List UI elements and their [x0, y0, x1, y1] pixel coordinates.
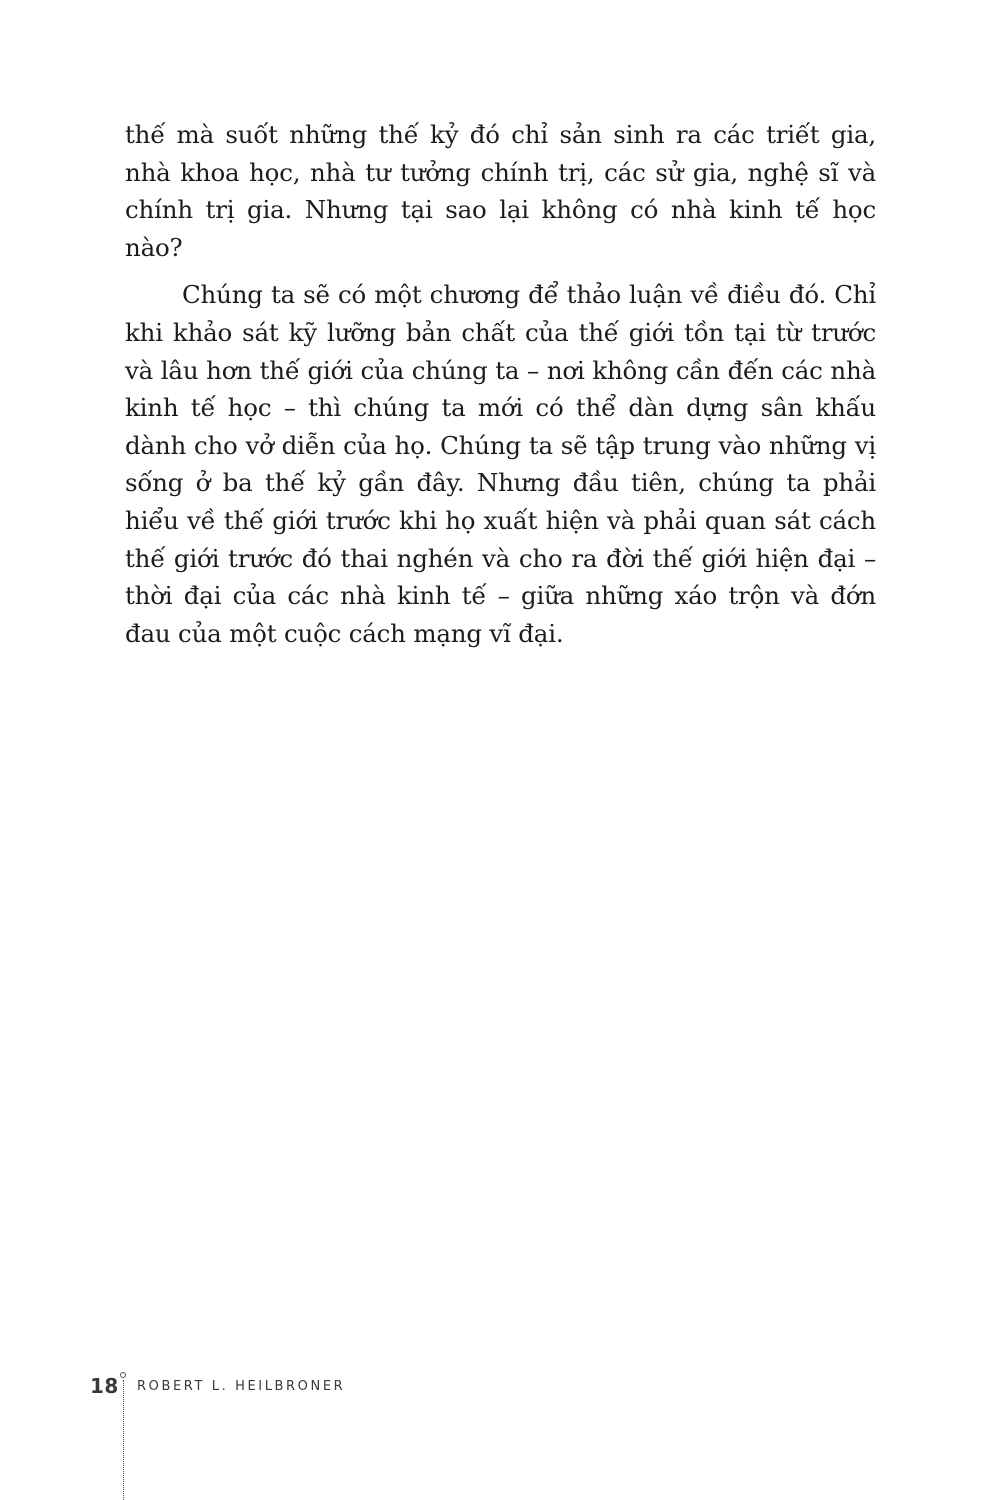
page-footer: [0, 1368, 1000, 1500]
page-number: 18: [90, 1374, 119, 1398]
paragraph: Chúng ta sẽ có một chương để thảo luận về điều đó. Chỉ khi khảo sát kỹ lưỡng bản chất của thế giới tồn tại từ trước và lâu hơn thế giới của chúng ta – nơi không cần đến các nhà kinh tế học – thì chúng ta mới có thể dàn dựng sân khấu dành cho vở diễn của họ. Chúng ta sẽ tập trung vào những vị sống ở ba thế kỷ gần đây. Nhưng đầu tiên, chúng ta phải hiểu về thế giới trước khi họ xuất hiện và phải quan sát cách thế giới trước đó thai nghén và cho ra đời thế giới hiện đại – thời đại của các nhà kinh tế – giữa những xáo trộn và đớn đau của một cuộc cách mạng vĩ đại.: [125, 280, 876, 648]
body-text: [125, 116, 876, 652]
paragraph-continued: thế mà suốt những thế kỷ đó chỉ sản sinh ra các triết gia, nhà khoa học, nhà tư tưởng chính trị, các sử gia, nghệ sĩ và chính trị gia. Nhưng tại sao lại không có nhà kinh tế học nào?: [125, 120, 876, 262]
footer-ring-ornament: [120, 1372, 126, 1378]
running-head-author: ROBERT L. HEILBRONER: [137, 1379, 346, 1394]
footer-dotted-rule: [123, 1380, 124, 1500]
